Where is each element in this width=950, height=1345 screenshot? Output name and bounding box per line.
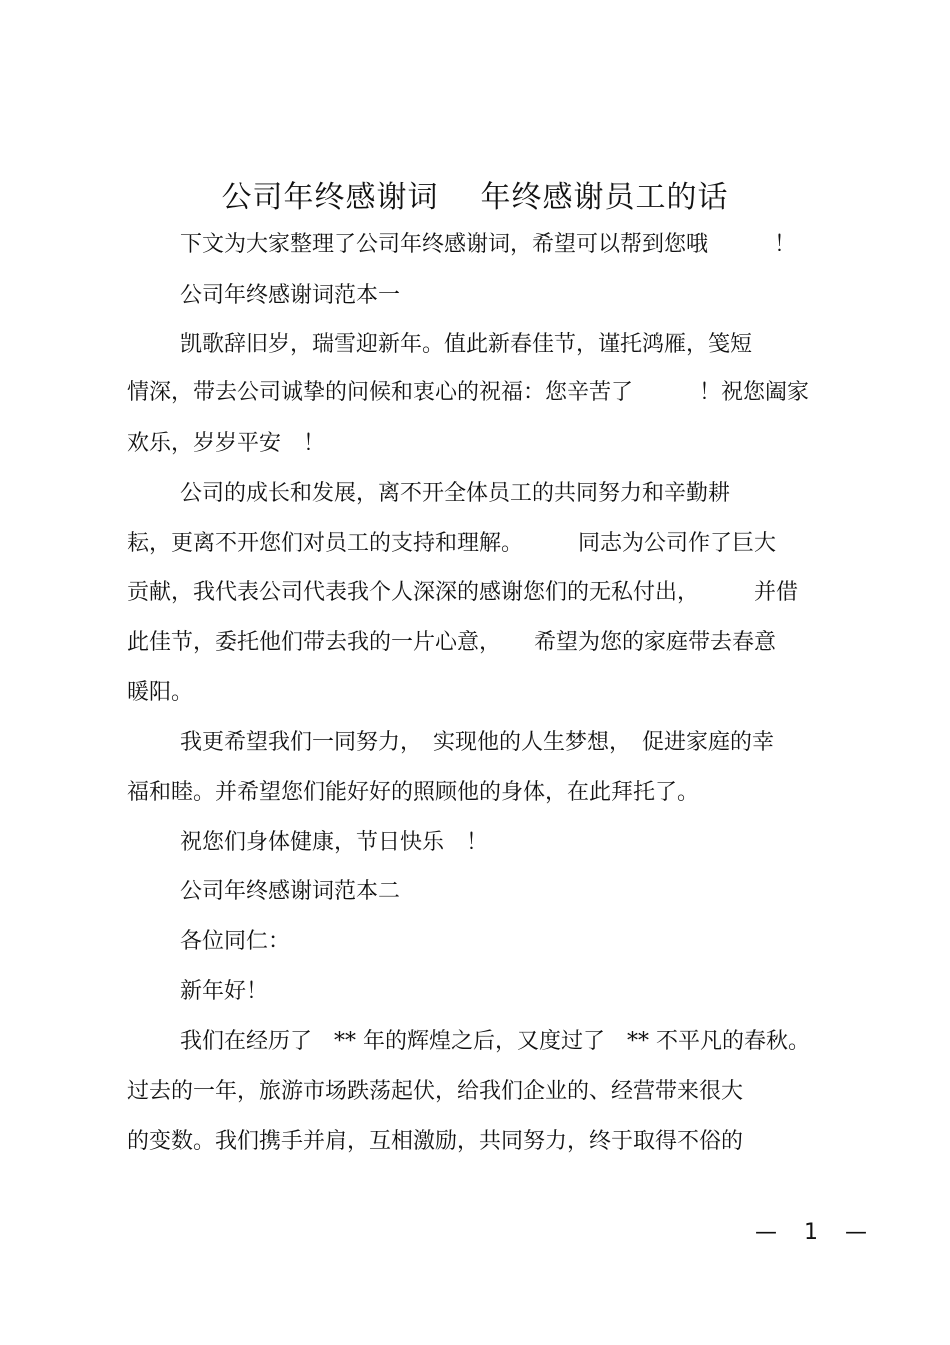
salutation: 各位同仁： (180, 929, 291, 954)
paragraph-line: 祝您们身体健康，节日快乐 ！ (180, 830, 489, 855)
paragraph-line: 欢乐，岁岁平安 ！ (127, 431, 326, 456)
paragraph-line: 我们在经历了 ** 年的辉煌之后，又度过了 ** 不平凡的春秋。 (180, 1029, 810, 1054)
paragraph-line: 凯歌辞旧岁，瑞雪迎新年。值此新春佳节，谨托鸿雁，笺短 (180, 332, 753, 357)
section-heading-1: 公司年终感谢词范本一 (180, 283, 401, 308)
paragraph-line: 此佳节，委托他们带去我的一片心意， 希望为您的家庭带去春意 (127, 630, 777, 655)
paragraph-intro: 下文为大家整理了公司年终感谢词，希望可以帮到您哦 ！ (180, 232, 797, 257)
page-number: — 1 — (755, 1220, 877, 1245)
section-heading-2: 公司年终感谢词范本二 (180, 879, 401, 904)
paragraph-line: 我更希望我们一同努力， 实现他的人生梦想， 促进家庭的幸 (180, 730, 775, 755)
title-part-2: 年终感谢员工的话 (480, 180, 729, 215)
paragraph-line: 耘，更离不开您们对员工的支持和理解。 同志为公司作了巨大 (127, 531, 777, 556)
paragraph-line: 贡献，我代表公司代表我个人深深的感谢您们的无私付出， 并借 (127, 580, 799, 605)
document-title (0, 172, 950, 216)
greeting: 新年好！ (180, 979, 269, 1004)
paragraph-line: 情深，带去公司诚挚的问候和衷心的祝福：您辛苦了 ！祝您阖家 (127, 380, 810, 405)
paragraph-line: 福和睦。并希望您们能好好的照顾他的身体，在此拜托了。 (127, 780, 700, 805)
paragraph-line: 暖阳。 (127, 680, 194, 705)
title-part-1: 公司年终感谢词 (221, 180, 439, 215)
paragraph-line: 的变数。我们携手并肩，互相激励，共同努力，终于取得不俗的 (127, 1129, 744, 1154)
paragraph-line: 公司的成长和发展，离不开全体员工的共同努力和辛勤耕 (180, 481, 731, 506)
paragraph-line: 过去的一年，旅游市场跌荡起伏，给我们企业的、经营带来很大 (127, 1079, 744, 1104)
